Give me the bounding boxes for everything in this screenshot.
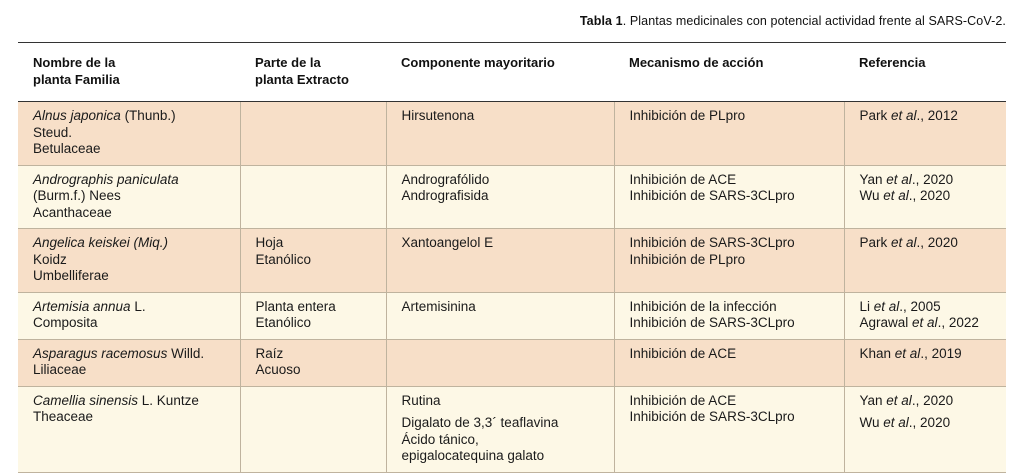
component-line: Hirsutenona bbox=[401, 108, 475, 123]
component-line: epigalocatequina galato bbox=[401, 448, 545, 463]
cell-plant bbox=[18, 339, 240, 386]
component-line: Xantoangelol E bbox=[401, 235, 494, 250]
plant-line bbox=[33, 252, 232, 269]
table-row bbox=[18, 229, 1006, 293]
mechanism-line: Inhibición de PLpro bbox=[629, 251, 746, 267]
plant-line bbox=[33, 393, 232, 410]
cell-component bbox=[386, 165, 614, 229]
cell-mechanism bbox=[614, 229, 844, 293]
component-line: Andrografólido bbox=[401, 171, 490, 187]
plant-text: Acanthaceae bbox=[33, 204, 112, 220]
header-plant: Nombre de la planta Familia bbox=[18, 43, 240, 102]
reference-etal: et al bbox=[886, 392, 912, 408]
reference-etal: et al bbox=[894, 345, 921, 361]
component-line: Rutina bbox=[401, 392, 441, 408]
reference-year: ., 2020 bbox=[908, 188, 951, 203]
reference-line bbox=[860, 299, 999, 316]
reference-author: Park bbox=[859, 235, 892, 250]
cell-part bbox=[240, 102, 386, 166]
reference-etal: et al bbox=[883, 188, 909, 203]
mechanism-line: Inhibición de ACE bbox=[629, 392, 737, 408]
cell-plant bbox=[18, 386, 240, 472]
reference-year: ., 2022 bbox=[937, 315, 979, 330]
reference-line bbox=[860, 415, 999, 432]
plants-table bbox=[18, 43, 1006, 473]
plant-text: Koidz bbox=[33, 251, 67, 267]
reference-line bbox=[860, 188, 999, 205]
cell-reference bbox=[844, 102, 1006, 166]
part-line: Hoja bbox=[255, 235, 284, 250]
reference-etal: et al bbox=[891, 235, 917, 250]
cell-reference bbox=[844, 292, 1006, 339]
reference-line bbox=[860, 235, 999, 252]
cell-mechanism bbox=[614, 102, 844, 166]
plant-text: (Thunb.) bbox=[120, 108, 176, 123]
plant-species: Camellia sinensis bbox=[33, 392, 139, 408]
header-part: Parte de la planta Extracto bbox=[240, 43, 386, 102]
mechanism-line: Inhibición de SARS-3CLpro bbox=[629, 315, 795, 330]
mechanism-line: Inhibición de PLpro bbox=[629, 108, 746, 123]
plant-text: Betulaceae bbox=[33, 141, 101, 156]
cell-reference bbox=[844, 165, 1006, 229]
reference-author: Yan bbox=[859, 171, 887, 187]
plant-species: Andrographis paniculata bbox=[33, 171, 179, 187]
plant-line bbox=[33, 268, 232, 285]
plant-line bbox=[33, 172, 232, 189]
reference-etal: et al bbox=[873, 298, 900, 314]
part-line: Acuoso bbox=[255, 362, 301, 377]
plant-line bbox=[33, 409, 232, 426]
plant-line bbox=[33, 235, 232, 252]
reference-line bbox=[860, 108, 999, 125]
reference-line bbox=[860, 315, 999, 332]
plant-text: Composita bbox=[33, 315, 98, 330]
table-header-row bbox=[18, 43, 1006, 102]
table-row bbox=[18, 386, 1006, 472]
plant-species: Alnus japonica bbox=[33, 108, 121, 123]
cell-reference bbox=[844, 229, 1006, 293]
cell-mechanism bbox=[614, 339, 844, 386]
mechanism-line: Inhibición de SARS-3CLpro bbox=[629, 188, 795, 203]
cell-part bbox=[240, 229, 386, 293]
plants-table-container bbox=[18, 42, 1006, 473]
header-mechanism: Mecanismo de acción bbox=[614, 43, 844, 102]
plant-species: Artemisia annua bbox=[33, 298, 131, 314]
cell-part bbox=[240, 339, 386, 386]
cell-plant bbox=[18, 165, 240, 229]
plant-line bbox=[33, 188, 232, 205]
reference-year: ., 2020 bbox=[908, 415, 951, 430]
header-component: Componente mayoritario bbox=[386, 43, 614, 102]
reference-year: ., 2020 bbox=[911, 171, 954, 187]
table-row bbox=[18, 292, 1006, 339]
mechanism-line: Inhibición de SARS-3CLpro bbox=[629, 409, 795, 424]
reference-etal: et al bbox=[886, 171, 912, 187]
table-row bbox=[18, 165, 1006, 229]
cell-mechanism bbox=[614, 165, 844, 229]
table-caption-label: Tabla 1 bbox=[579, 14, 623, 28]
part-line: Etanólico bbox=[255, 315, 312, 330]
plant-line bbox=[33, 362, 232, 379]
plant-text: Umbelliferae bbox=[33, 268, 109, 283]
plant-line bbox=[33, 315, 232, 332]
reference-etal: et al bbox=[891, 108, 917, 123]
reference-author: Wu bbox=[859, 188, 884, 203]
table-caption-text: . Plantas medicinales con potencial actividad frente al SARS-CoV-2. bbox=[622, 14, 1006, 28]
plant-text: L. bbox=[130, 298, 146, 314]
reference-line bbox=[860, 172, 999, 189]
reference-etal: et al bbox=[912, 315, 938, 330]
cell-mechanism bbox=[614, 386, 844, 472]
cell-part bbox=[240, 386, 386, 472]
reference-author: Park bbox=[859, 108, 892, 123]
cell-part bbox=[240, 165, 386, 229]
mechanism-line: Inhibición de ACE bbox=[629, 345, 737, 361]
reference-year: ., 2019 bbox=[920, 345, 962, 361]
cell-mechanism bbox=[614, 292, 844, 339]
plant-text: Theaceae bbox=[33, 409, 94, 424]
cell-part bbox=[240, 292, 386, 339]
plant-text: Liliaceae bbox=[33, 362, 87, 377]
cell-component bbox=[386, 102, 614, 166]
plant-line bbox=[33, 108, 232, 125]
component-line: Ácido tánico, bbox=[401, 431, 479, 447]
cell-component bbox=[386, 292, 614, 339]
reference-line bbox=[860, 346, 999, 363]
plant-species: Angelica keiskei (Miq.) bbox=[33, 235, 169, 250]
part-line: Planta entera bbox=[255, 298, 336, 314]
component-line: Andrografisida bbox=[401, 188, 489, 203]
table-row bbox=[18, 339, 1006, 386]
plant-text: (Burm.f.) Nees bbox=[33, 188, 121, 203]
reference-etal: et al bbox=[883, 415, 909, 430]
reference-year: ., 2020 bbox=[911, 392, 954, 408]
cell-component bbox=[386, 339, 614, 386]
plant-text: L. Kuntze bbox=[138, 392, 199, 408]
reference-year: ., 2020 bbox=[916, 235, 958, 250]
cell-plant bbox=[18, 102, 240, 166]
component-line: Digalato de 3,3´ teaflavina bbox=[401, 415, 559, 430]
reference-author: Agrawal bbox=[859, 315, 913, 330]
mechanism-line: Inhibición de ACE bbox=[629, 171, 737, 187]
header-reference: Referencia bbox=[844, 43, 1006, 102]
component-line: Artemisinina bbox=[401, 298, 476, 314]
plant-line bbox=[33, 346, 232, 363]
reference-author: Li bbox=[859, 298, 874, 314]
reference-author: Khan bbox=[859, 345, 895, 361]
reference-year: ., 2005 bbox=[899, 298, 941, 314]
reference-year: ., 2012 bbox=[916, 108, 958, 123]
reference-author: Wu bbox=[859, 415, 884, 430]
plant-line bbox=[33, 205, 232, 222]
plant-line bbox=[33, 299, 232, 316]
cell-component bbox=[386, 386, 614, 472]
plant-text: Steud. bbox=[33, 124, 73, 140]
plant-line bbox=[33, 141, 232, 158]
part-line: Raíz bbox=[255, 345, 284, 361]
table-caption bbox=[580, 14, 1006, 28]
cell-reference bbox=[844, 386, 1006, 472]
table-row bbox=[18, 102, 1006, 166]
plant-text: Willd. bbox=[167, 345, 205, 361]
mechanism-line: Inhibición de SARS-3CLpro bbox=[629, 235, 795, 250]
plant-species: Asparagus racemosus bbox=[33, 345, 168, 361]
cell-plant bbox=[18, 229, 240, 293]
mechanism-line: Inhibición de la infección bbox=[629, 298, 777, 314]
part-line: Etanólico bbox=[255, 251, 312, 267]
reference-line bbox=[860, 393, 999, 410]
cell-component bbox=[386, 229, 614, 293]
cell-reference bbox=[844, 339, 1006, 386]
reference-author: Yan bbox=[859, 392, 887, 408]
plant-line bbox=[33, 125, 232, 142]
cell-plant bbox=[18, 292, 240, 339]
